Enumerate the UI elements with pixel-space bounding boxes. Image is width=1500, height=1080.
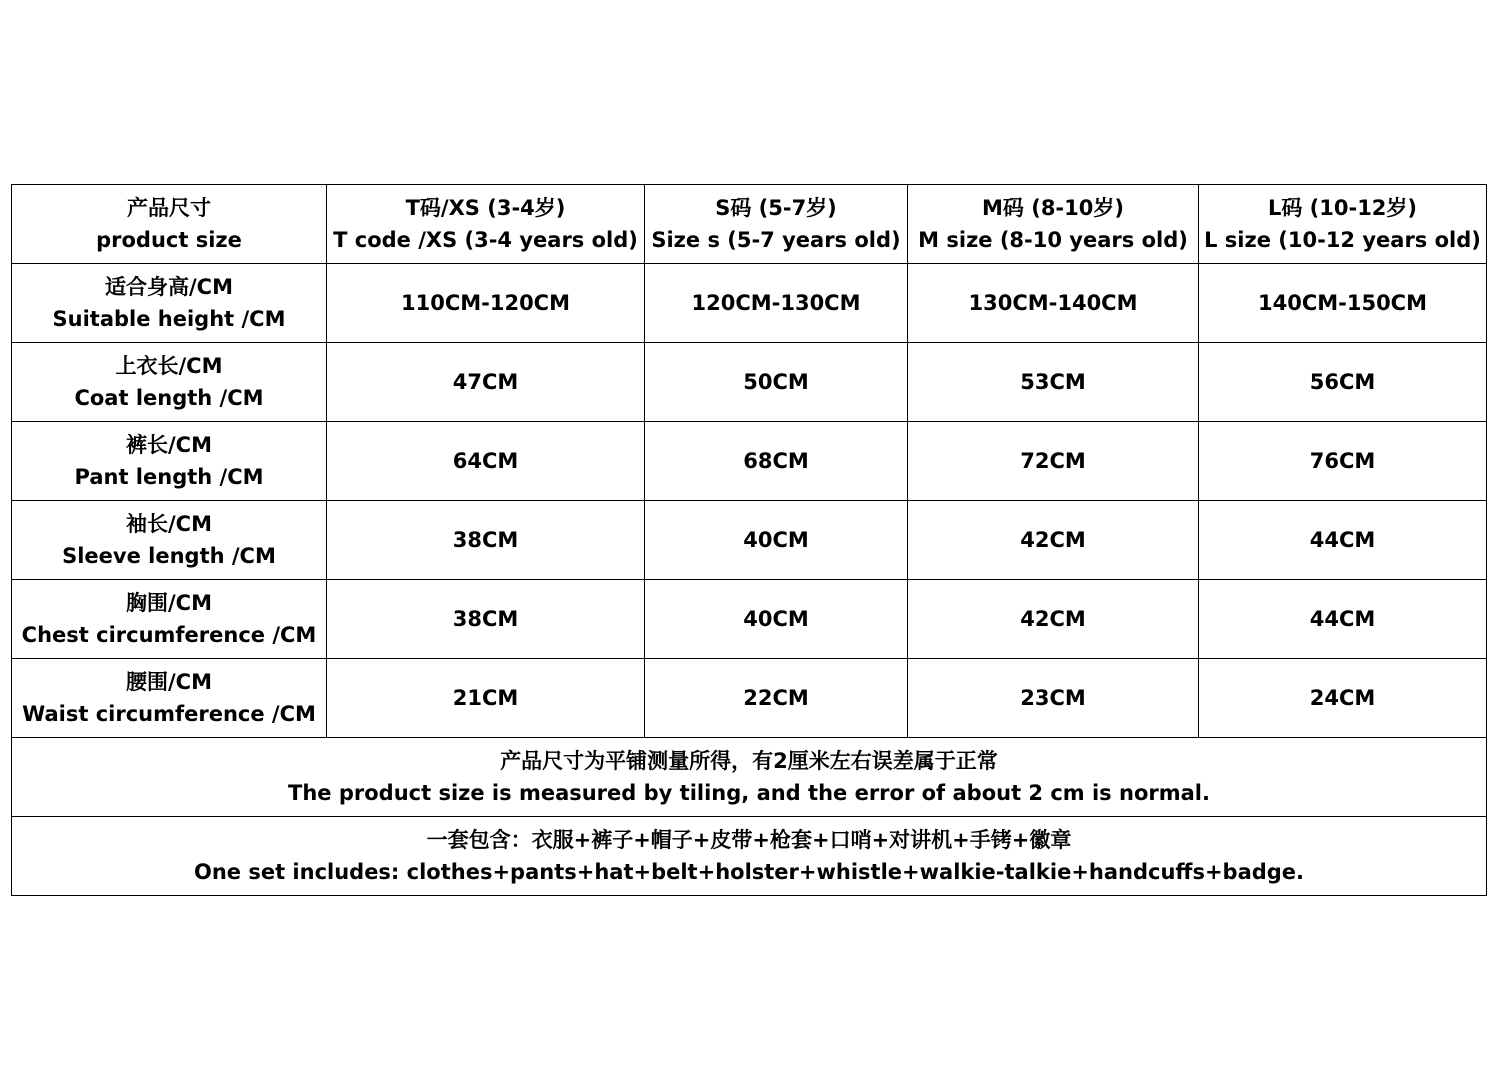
value-cell: 130CM-140CM <box>908 264 1199 343</box>
value-cell: 38CM <box>327 580 645 659</box>
table-row-suitable-height <box>12 264 1487 343</box>
value-cell: 42CM <box>908 501 1199 580</box>
set-contents-note-cell <box>12 817 1487 896</box>
row-label-en: Suitable height /CM <box>52 307 286 331</box>
header-cell-size-t <box>327 185 645 264</box>
header-row <box>12 185 1487 264</box>
set-contents-note-cn: 一套包含：衣服+裤子+帽子+皮带+枪套+口哨+对讲机+手铐+徽章 <box>426 828 1072 852</box>
value-cell: 53CM <box>908 343 1199 422</box>
row-label-cell <box>12 422 327 501</box>
header-label-cn: 产品尺寸 <box>127 196 211 220</box>
value-cell: 38CM <box>327 501 645 580</box>
value-cell: 140CM-150CM <box>1199 264 1487 343</box>
row-label-en: Pant length /CM <box>74 465 264 489</box>
value-cell: 24CM <box>1199 659 1487 738</box>
size-m-en: M size (8-10 years old) <box>918 228 1188 252</box>
row-label-en: Waist circumference /CM <box>22 702 316 726</box>
value-cell: 40CM <box>645 580 908 659</box>
row-label-cn: 袖长/CM <box>126 512 212 536</box>
value-cell: 22CM <box>645 659 908 738</box>
table-row-sleeve-length <box>12 501 1487 580</box>
row-label-en: Chest circumference /CM <box>21 623 317 647</box>
table-row-pant-length <box>12 422 1487 501</box>
row-label-cn: 适合身高/CM <box>105 275 233 299</box>
value-cell: 50CM <box>645 343 908 422</box>
size-l-en: L size (10-12 years old) <box>1204 228 1481 252</box>
value-cell: 40CM <box>645 501 908 580</box>
row-label-cn: 上衣长/CM <box>115 354 223 378</box>
size-t-en: T code /XS (3-4 years old) <box>333 228 638 252</box>
value-cell: 68CM <box>645 422 908 501</box>
value-cell: 64CM <box>327 422 645 501</box>
header-cell-size-m <box>908 185 1199 264</box>
row-label-cn: 胸围/CM <box>126 591 212 615</box>
value-cell: 44CM <box>1199 501 1487 580</box>
value-cell: 23CM <box>908 659 1199 738</box>
row-label-cell <box>12 580 327 659</box>
row-label-cn: 裤长/CM <box>126 433 212 457</box>
row-label-cell <box>12 264 327 343</box>
value-cell: 44CM <box>1199 580 1487 659</box>
size-s-cn: S码 (5-7岁) <box>715 196 837 220</box>
row-label-cell <box>12 501 327 580</box>
value-cell: 47CM <box>327 343 645 422</box>
value-cell: 42CM <box>908 580 1199 659</box>
header-cell-size-l <box>1199 185 1487 264</box>
size-m-cn: M码 (8-10岁) <box>982 196 1124 220</box>
row-label-en: Sleeve length /CM <box>62 544 276 568</box>
table-row-chest-circumference <box>12 580 1487 659</box>
value-cell: 56CM <box>1199 343 1487 422</box>
value-cell: 72CM <box>908 422 1199 501</box>
size-t-cn: T码/XS (3-4岁) <box>405 196 566 220</box>
row-label-cell <box>12 343 327 422</box>
size-l-cn: L码 (10-12岁) <box>1267 196 1418 220</box>
measurement-note-cell <box>12 738 1487 817</box>
note-row-set-contents <box>12 817 1487 896</box>
table-row-waist-circumference <box>12 659 1487 738</box>
table-row-coat-length <box>12 343 1487 422</box>
set-contents-note-en: One set includes: clothes+pants+hat+belt+holster+whistle+walkie-talkie+handcuffs+badge. <box>193 860 1305 884</box>
value-cell: 76CM <box>1199 422 1487 501</box>
value-cell: 120CM-130CM <box>645 264 908 343</box>
row-label-en: Coat length /CM <box>74 386 264 410</box>
row-label-cn: 腰围/CM <box>126 670 212 694</box>
row-label-cell <box>12 659 327 738</box>
size-chart-table <box>11 184 1487 896</box>
value-cell: 21CM <box>327 659 645 738</box>
header-cell-product-size <box>12 185 327 264</box>
measurement-note-en: The product size is measured by tiling, and the error of about 2 cm is normal. <box>288 781 1210 805</box>
note-row-measurement <box>12 738 1487 817</box>
header-cell-size-s <box>645 185 908 264</box>
header-label-en: product size <box>96 228 242 252</box>
measurement-note-cn: 产品尺寸为平铺测量所得，有2厘米左右误差属于正常 <box>500 749 998 773</box>
value-cell: 110CM-120CM <box>327 264 645 343</box>
size-s-en: Size s (5-7 years old) <box>651 228 901 252</box>
